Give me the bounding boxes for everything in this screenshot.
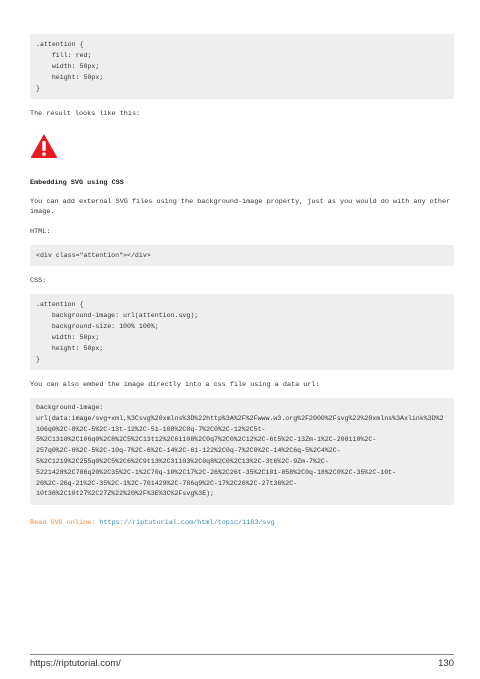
css-label: CSS: [30,277,47,285]
page-content [30,34,454,527]
footer-url[interactable]: https://riptutorial.com/ [30,658,121,669]
read-online-link[interactable]: https://riptutorial.com/html/topic/1183/svg [99,519,275,528]
code-block-data-url: background-image: url(data:image/svg+xml,%3Csvg%20xmlns%3D%22http%3A%2F%2Fwww.w3.org%2F2000%2Fsvg%22%20xmlns%3Axlink%3D%2 106q0%2C-8%2C-5%2C-13t-12%2C-51-108%2C0q-7%2C0%2C-12%2C5t- 5%2C1310%2C106q0%2C8%2C5%2C13t12%2C61108%2C0q7%2C0%2C12%2C-6t5%2C-13Zm-1%2C-208110%2C- 257q0%2C-6%2C-5%2C-10q-7%2C-6%2C-14%2C-61-122%2C0q-7%2C0%2C-14%2C6q-5%2C4%2C- 5%2C1219%2C255q0%2C5%2C6%2C9t13%2C31103%2C0q8%2C0%2C13%2C-3t6%2C-9Zm-7%2C- 5221428%2C786q20%2C35%2C-1%2C70q-10%2C17%2C-26%2C26t-35%2C101-858%2C0q-18%2C0%2C-35%2C-10t- 26%2C-26q-21%2C-35%2C-1%2C-701429%2C-786q9%2C-17%2C26%2C-27t36%2C- 10t36%2C10t27%2C27Z%22%20%2F%3E%3C%2Fsvg%3E); [30,398,454,505]
result-text: The result looks like this: [30,110,141,118]
code-block-css: .attention { background-image: url(attention.svg); background-size: 100% 100%; width: 50px; height: 50px; } [30,294,454,370]
embed-text: You can also embed the image directly into a css file using a data url: [30,381,320,389]
read-online-line [30,519,454,527]
code-block-html: <div class="attention"></div> [30,245,454,266]
page-number: 130 [438,658,454,669]
read-online-label: Read SVG online: [30,519,96,528]
intro-text: You can add external SVG files using the background-image property, just as you would do with any other image. [30,198,451,216]
section-heading: Embedding SVG using CSS [30,179,124,187]
html-label: HTML: [30,228,51,236]
code-block-attention-fill: .attention { fill: red; width: 50px; height: 50px; } [30,34,454,99]
page-footer [30,654,454,669]
warning-triangle-icon [30,133,454,159]
